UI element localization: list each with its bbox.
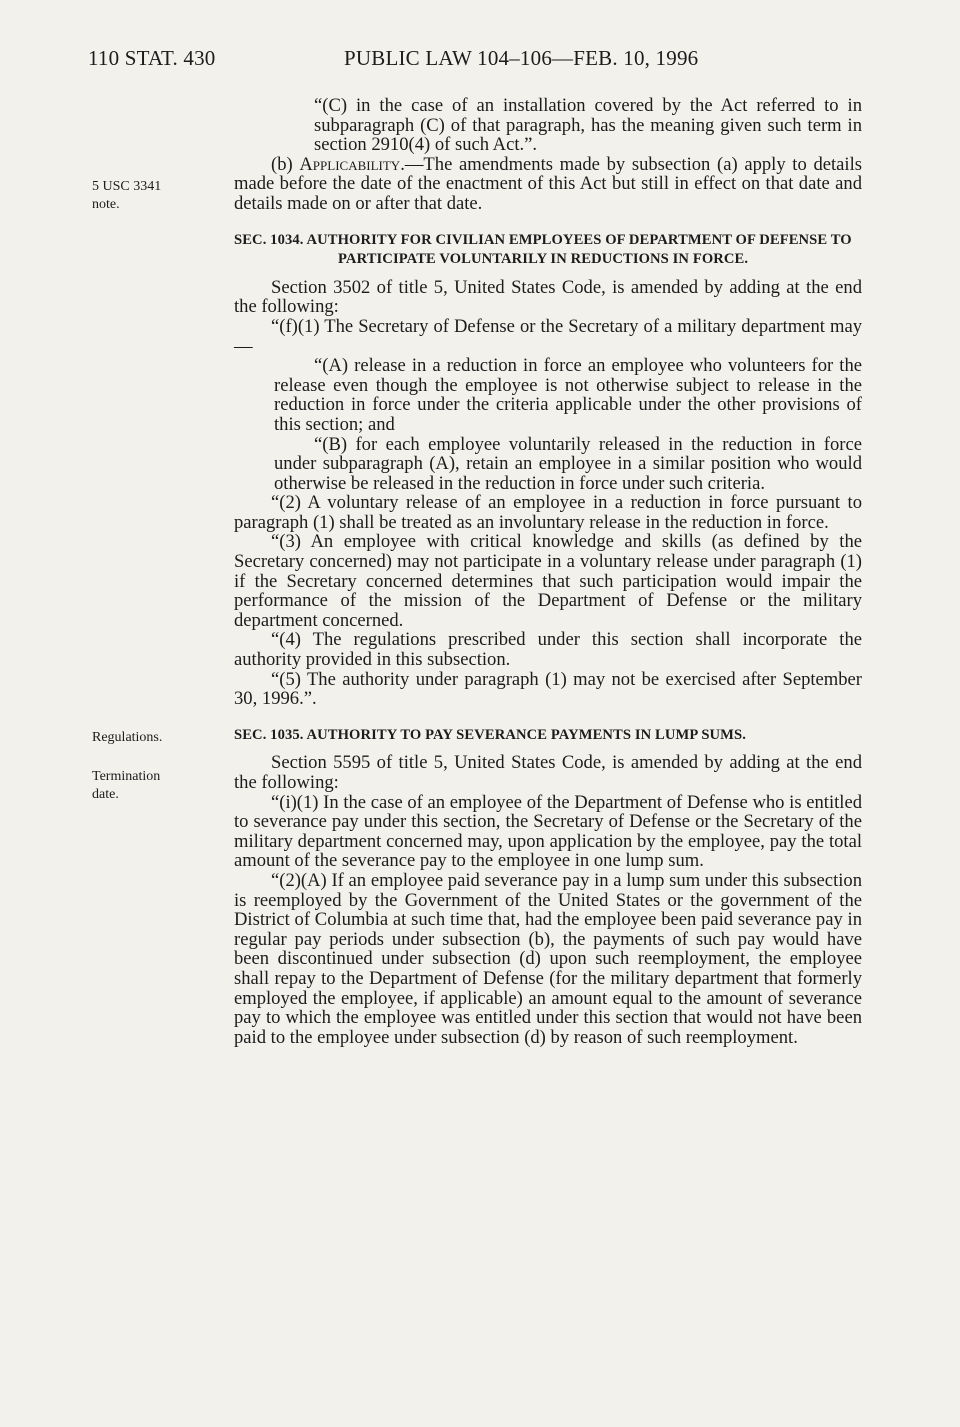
s1034-f1: “(f)(1) The Secretary of Defense or the Secretary of a military department may—: [234, 315, 862, 357]
section-1034-title: AUTHORITY FOR CIVILIAN EMPLOYEES OF DEPARTMENT OF DEFENSE TO PARTICIPATE VOLUNTARILY IN REDUCTIONS IN FORCE.: [306, 231, 852, 268]
section-1034-heading: [234, 231, 862, 270]
s1035-intro: Section 5595 of title 5, United States Code, is amended by adding at the end the following:: [234, 752, 862, 793]
paragraph-b-heading: Applicability: [299, 153, 401, 175]
section-1035-number: SEC. 1035.: [234, 726, 304, 743]
stat-page-number: 110 STAT. 430: [88, 46, 216, 70]
margin-note-termination-line1: Termination: [92, 769, 161, 784]
s1034-2: “(2) A voluntary release of an employee in a reduction in force pursuant to paragraph (1) shall be treated as an involuntary release in the reduction in force.: [234, 492, 862, 533]
paragraph-b-text: .—The amendments made by subsection (a) apply to details made before the date of the enactment of this Act but still in effect on that date and details made on or after that date.: [234, 153, 862, 214]
law-title: PUBLIC LAW 104–106—FEB. 10, 1996: [344, 46, 699, 70]
paragraph-b-prefix: (b): [271, 153, 300, 175]
s1034-intro: Section 3502 of title 5, United States Code, is amended by adding at the end the following:: [234, 276, 862, 318]
section-1035-title: AUTHORITY TO PAY SEVERANCE PAYMENTS IN LUMP SUMS.: [306, 726, 747, 743]
margin-note-termination-line2: date.: [92, 787, 119, 802]
section-1035-heading: [234, 726, 862, 746]
paragraph-c: “(C) in the case of an installation covered by the Act referred to in subparagraph (C) of that paragraph, has the meaning given such term in section 2910(4) of such Act.”.: [314, 95, 862, 156]
s1034-A: “(A) release in a reduction in force an employee who volunteers for the release even though the employee is not otherwise subject to release in the reduction in force under the criteria applicable under the other provisions of this section; and: [274, 355, 862, 435]
body-text: [234, 96, 862, 1047]
margin-note-regulations: Regulations.: [92, 730, 163, 745]
s1035-2A: “(2)(A) If an employee paid severance pay in a lump sum under this subsection is reemployed by the Government of the United States or the government of the District of Columbia at such time that, had the employee been paid severance pay in regular pay periods under subsection (b), the payments of such pay would have been discontinued under subsection (d) upon such reemployment, the employee shall repay to the Department of Defense (for the military department that formerly employed the employee, if applicable) an amount equal to the amount of severance pay to which the employee was entitled under this section that would not have been paid to the employee under subsection (d) by reason of such reemployment.: [234, 869, 862, 1048]
s1035-i1: “(i)(1) In the case of an employee of the Department of Defense who is entitled to severance pay under this section, the Secretary of Defense or the Secretary of the military department concerned may, upon application by the employee, pay the total amount of the severance pay to the employee in one lump sum.: [234, 791, 862, 872]
s1034-3: “(3) An employee with critical knowledge and skills (as defined by the Secretary concerned) may not participate in a voluntary release under paragraph (1) if the Secretary concerned determines that such participation would impair the performance of the mission of the Department of Defense or the military department concerned.: [234, 531, 862, 631]
s1034-B: “(B) for each employee voluntarily released in the reduction in force under subparagraph (A), retain an employee in a similar position who would otherwise be released in the reduction in force under such criteria.: [274, 433, 862, 494]
s1034-4: “(4) The regulations prescribed under this section shall incorporate the authority provided in this subsection.: [234, 629, 862, 671]
margin-note-termination: [92, 768, 192, 804]
paragraph-b: [234, 155, 862, 214]
s1034-5: “(5) The authority under paragraph (1) may not be exercised after September 30, 1996.”.: [234, 668, 862, 710]
margin-note-usc: 5 USC 3341 note.: [92, 179, 162, 212]
section-1034-number: SEC. 1034.: [234, 231, 304, 248]
